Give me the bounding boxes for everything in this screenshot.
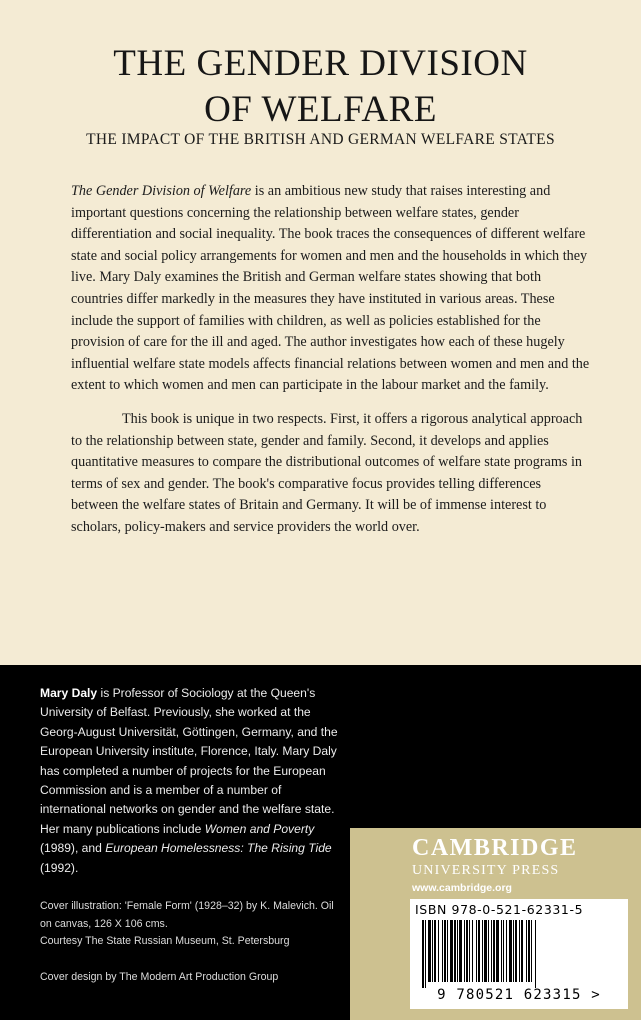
barcode-bar [503, 920, 504, 982]
author-name: Mary Daly [40, 686, 98, 700]
barcode-bar [488, 920, 489, 982]
barcode-bar [454, 920, 456, 982]
barcode-bar [521, 920, 523, 982]
barcode-bar [526, 920, 527, 982]
author-bio-text-2: (1989), and [40, 841, 106, 856]
barcode-bar [528, 920, 530, 982]
publisher-logo-name: CAMBRIDGE [412, 835, 578, 861]
blurb [71, 181, 591, 539]
barcode-bars [416, 920, 622, 988]
publisher-panel [350, 828, 641, 1020]
barcode-bar [476, 920, 477, 982]
isbn-text: ISBN 978-0-521-62331-5 [415, 902, 584, 917]
barcode-bar [434, 920, 436, 982]
publisher-website: www.cambridge.org [412, 882, 512, 894]
barcode-bar [466, 920, 468, 982]
barcode-bar [519, 920, 520, 982]
barcode-bar [513, 920, 514, 982]
barcode-bar [469, 920, 470, 982]
barcode-bar [493, 920, 495, 982]
barcode-bar [535, 920, 536, 988]
book-title-line-2: OF WELFARE [204, 89, 437, 130]
blurb-paragraph-1-text: is an ambitious new study that raises interesting and important questions concerning the relationship between welfare states, gender differentiation and social inequality. The book traces the consequences of different welfare state and social policy arrangements for women and men and the households in which they live. Mary Daly examines the British and German welfare states showing that both countries differ markedly in the measures they have instituted in various areas. These include the support of families with children, as well as policies established for the provision of care for the ill and aged. The author investigates how each of these hugely influential welfare state models affects financial relations between women and men and the extent to which women and men can participate in the labour market and the family. [71, 183, 590, 394]
illustration-credit: Cover illustration: 'Female Form' (1928–32) by K. Malevich. Oil on canvas, 126 X 106 cms. [40, 900, 334, 930]
author-bio [40, 684, 340, 878]
author-bio-text-3: (1992). [40, 860, 79, 875]
barcode-bar [501, 920, 502, 982]
barcode-bar [438, 920, 439, 982]
barcode-bar [509, 920, 512, 982]
blurb-paragraph-2: This book is unique in two respects. First, it offers a rigorous analytical approach to the relationship between state, gender and family. Second, it develops and applies quantitative measures to compare the distributional outcomes of welfare state programs in terms of sex and gender. The book's comparative focus provides telling differences between the welfare states of Britain and Germany. It will be of immense interest to scholars, policy-makers and service providers the world over. [71, 410, 583, 535]
book-title-line-1: THE GENDER DIVISION [113, 43, 528, 84]
barcode-digits: 9 780521 623315 > [437, 987, 601, 1003]
author-book-2: European Homelessness: The Rising Tide [105, 841, 332, 856]
author-bio-text-1: is Professor of Sociology at the Queen's University of Belfast. Previously, she worked at the Georg-August Universität, Göttingen, Germany, and the European University institute, Florence, Italy. Mary Daly has completed a number of projects for the European Commission and is a member of a number of international networks on gender and the welfare state. Her many publications include [40, 686, 338, 836]
barcode [410, 899, 628, 1009]
blurb-paragraph-1 [71, 181, 591, 397]
cover-credits [40, 898, 340, 951]
barcode-bar [496, 920, 499, 982]
author-book-1: Women and Poverty [204, 821, 315, 836]
barcode-bar [506, 920, 507, 982]
publisher-logo-press: UNIVERSITY PRESS [412, 863, 560, 878]
barcode-bar [444, 920, 446, 982]
barcode-bar [442, 920, 443, 982]
book-subtitle: THE IMPACT OF THE BRITISH AND GERMAN WELFARE STATES [86, 131, 555, 148]
barcode-bar [531, 920, 532, 982]
barcode-bar [422, 920, 424, 988]
barcode-bar [459, 920, 462, 982]
courtesy-credit: Courtesy The State Russian Museum, St. Petersburg [40, 935, 290, 947]
barcode-bar [478, 920, 480, 982]
design-credit: Cover design by The Modern Art Production Group [40, 971, 279, 983]
blurb-book-title: The Gender Division of Welfare [71, 183, 252, 199]
barcode-bar [450, 920, 453, 982]
barcode-bar [484, 920, 487, 982]
barcode-bar [482, 920, 483, 982]
barcode-bar [491, 920, 492, 982]
barcode-bar [515, 920, 517, 982]
barcode-bar [428, 920, 431, 982]
barcode-bar [432, 920, 433, 982]
barcode-bar [425, 920, 426, 988]
barcode-bar [447, 920, 448, 982]
barcode-bar [472, 920, 473, 982]
barcode-bar [464, 920, 465, 982]
barcode-bar [457, 920, 458, 982]
